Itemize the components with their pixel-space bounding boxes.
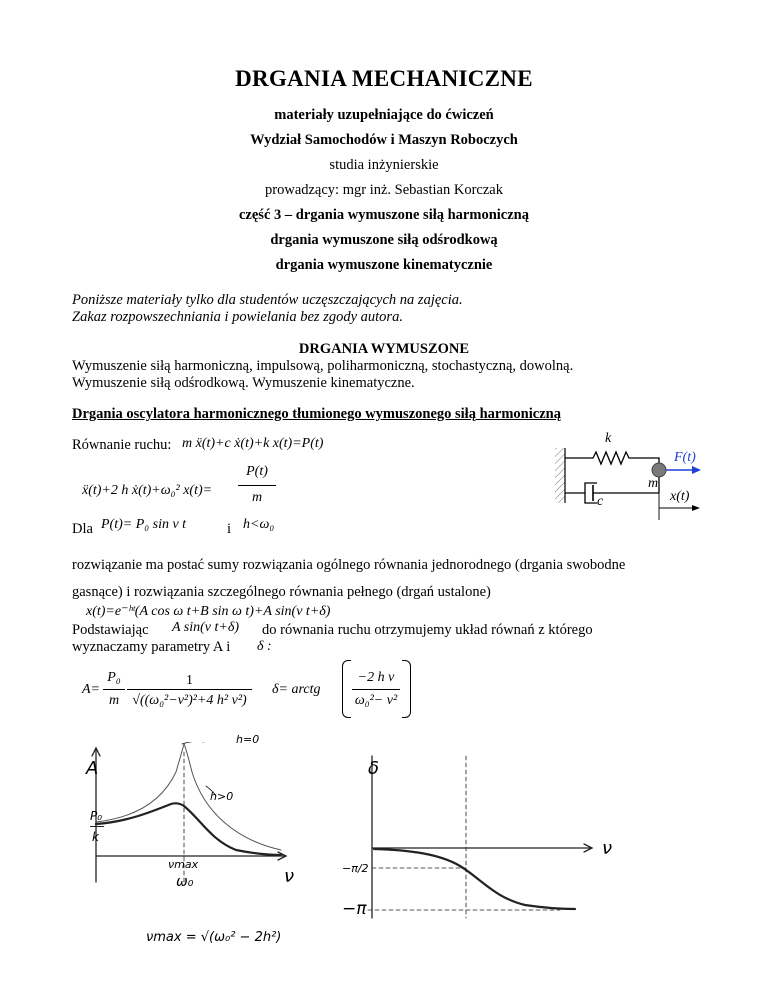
sketch1-k-label: k [92, 830, 99, 844]
fraction-bar [238, 485, 276, 486]
sketch1-p0-label: P₀ [90, 809, 103, 823]
header-line-6: drgania wymuszone siłą odśrodkową [270, 232, 498, 248]
phase-curve [374, 849, 575, 909]
vmax-formula: νmax = √(ω₀² − 2h²) [146, 930, 282, 945]
sketch2-ylabel: δ [368, 758, 380, 779]
sketch1-vmax-label: νmax [168, 858, 199, 871]
sketch1-h0-label: h=0 [236, 733, 260, 746]
subst-c: wyznaczamy parametry A i [72, 639, 231, 655]
subst-b: do równania ruchu otrzymujemy układ równań z którego [262, 622, 593, 638]
paragraph-line-2: gasnące) i rozwiązania szczególnego równania pełnego (drgań ustalone) [72, 584, 491, 600]
sketch2-minus-pi-half: −π/2 [342, 862, 369, 875]
mass-circle [652, 463, 666, 477]
solution-equation: x(t)=e⁻ʰᵗ(A cos ω t+B sin ω t)+A sin(ν t+δ) [86, 604, 331, 619]
delta-lhs: δ= arctg [272, 682, 321, 697]
spring-label-k: k [605, 431, 612, 446]
damping-condition: h<ω₀ [243, 517, 275, 532]
displacement-label: x(t) [670, 489, 690, 504]
header-line-4: prowadzący: mgr inż. Sebastian Korczak [265, 182, 503, 198]
delta-den: ω₀²− ν² [354, 693, 398, 708]
header-line-2: Wydział Samochodów i Maszyn Roboczych [250, 132, 518, 148]
paragraph-line-1: rozwiązanie ma postać sumy rozwiązania ogólnego równania jednorodnego (drgania swobodne [72, 557, 626, 573]
delta-paren-left [342, 660, 351, 718]
sketch1-w0-label: ω₀ [176, 874, 194, 890]
section-line-2: Wymuszenie siłą odśrodkową. Wymuszenie kinematyczne. [72, 375, 415, 391]
curve-h0-left [96, 744, 184, 822]
wall-hatch [555, 448, 565, 503]
section-heading: DRGANIA WYMUSZONE [298, 341, 470, 357]
dla-label: Dla [72, 521, 93, 537]
header-line-5: część 3 – drgania wymuszone siłą harmoniczną [239, 207, 529, 223]
page-title: DRGANIA MECHANICZNE [235, 66, 533, 91]
sketch1-ylabel: A [86, 758, 99, 779]
eq-normalized-den: m [251, 490, 263, 505]
A-one: 1 [186, 673, 193, 688]
sketch2-xlabel: ν [602, 838, 613, 859]
sketch1-frac-bar [90, 826, 104, 827]
header-line-7: drgania wymuszone kinematycznie [275, 257, 493, 273]
eq-normalized-lhs: ẍ(t)+2 h ẋ(t)+ω₀² x(t)= [82, 483, 213, 498]
subst-expr: A sin(ν t+δ) [172, 620, 240, 635]
mass-label-m: m [648, 476, 659, 491]
eq-motion: m ẍ(t)+c ẋ(t)+k x(t)=P(t) [182, 436, 324, 451]
header-line-3: studia inżynierskie [329, 157, 439, 173]
section-line-1: Wymuszenie siłą harmoniczną, impulsową, poliharmoniczną, stochastyczną, dowolną. [72, 358, 574, 374]
A-P0: P₀ [107, 670, 121, 685]
curve-damped [96, 803, 281, 855]
notice-line-2: Zakaz rozpowszechniania i powielania bez zgody autora. [72, 309, 403, 325]
eq-label: Równanie ruchu: [72, 437, 172, 453]
subsection-heading: Drgania oscylatora harmonicznego tłumionego wymuszonego siłą harmoniczną [72, 406, 561, 422]
A-lhs: A= [82, 682, 100, 697]
force-label: F(t) [674, 450, 696, 465]
eq-normalized-num: P(t) [246, 464, 268, 479]
oscillator-diagram [555, 428, 715, 523]
spring [565, 452, 659, 480]
damper-label-c: c [597, 494, 604, 509]
sketch2-minus-pi: −π [342, 899, 367, 919]
A-frac-bar-2 [127, 689, 252, 690]
delta-frac-bar [352, 689, 400, 690]
sketch1-hgt0-label: h>0 [210, 790, 234, 803]
sketch1-xlabel: ν [284, 866, 295, 887]
phase-sketch [360, 750, 620, 920]
and-label: i [227, 521, 232, 537]
force-definition: P(t)= P₀ sin ν t [101, 517, 187, 532]
A-frac-bar-1 [103, 689, 125, 690]
header-line-1: materiały uzupełniające do ćwiczeń [274, 107, 494, 123]
notice-line-1: Poniższe materiały tylko dla studentów uczęszczających na zajęcia. [72, 292, 463, 308]
delta-num: −2 h ν [357, 670, 395, 685]
A-m: m [108, 693, 120, 708]
delta-paren-right [402, 660, 411, 718]
subst-a: Podstawiając [72, 622, 149, 638]
subst-delta: δ : [257, 639, 272, 654]
A-denominator: √((ω₀²−ν²)²+4 h² ν²) [132, 693, 247, 708]
